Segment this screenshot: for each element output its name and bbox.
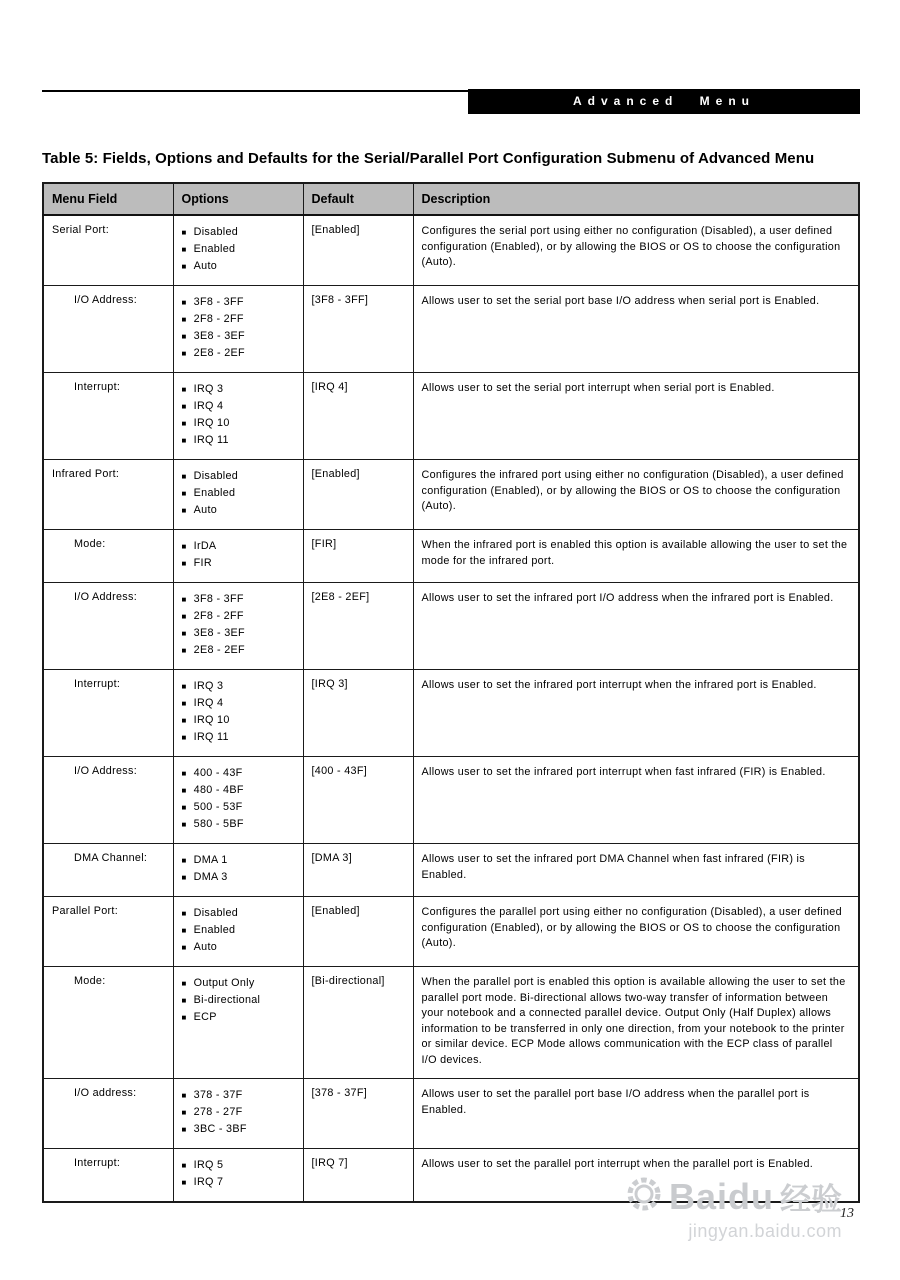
default-cell: [FIR] bbox=[303, 530, 413, 583]
option-label: Disabled bbox=[193, 907, 239, 919]
default-cell: [IRQ 4] bbox=[303, 373, 413, 460]
option-label: Disabled bbox=[193, 470, 239, 482]
square-bullet-icon: ■ bbox=[181, 349, 187, 358]
option-item bbox=[182, 432, 295, 449]
option-label: 2F8 - 2FF bbox=[193, 313, 244, 325]
watermark-url: jingyan.baidu.com bbox=[688, 1221, 842, 1241]
square-bullet-icon: ■ bbox=[181, 909, 187, 918]
option-label: FIR bbox=[193, 557, 212, 569]
square-bullet-icon: ■ bbox=[181, 436, 187, 445]
option-label: IRQ 11 bbox=[193, 731, 229, 743]
option-item bbox=[182, 1104, 295, 1121]
option-label: IRQ 3 bbox=[193, 680, 224, 692]
option-label: 2E8 - 2EF bbox=[193, 347, 245, 359]
description-cell: Configures the parallel port using either no configuration (Disabled), a user defined configuration (Enabled), or by allowing the BIOS or OS to choose the configuration (Auto). bbox=[413, 897, 859, 967]
menu-field-cell: Mode: bbox=[43, 530, 173, 583]
square-bullet-icon: ■ bbox=[181, 996, 187, 1005]
square-bullet-icon: ■ bbox=[181, 1161, 187, 1170]
table-row bbox=[43, 460, 859, 530]
watermark-brand-text: Baidu bbox=[668, 1175, 774, 1217]
option-label: ECP bbox=[193, 1011, 217, 1023]
option-item bbox=[182, 294, 295, 311]
menu-field-cell: Mode: bbox=[43, 967, 173, 1079]
square-bullet-icon: ■ bbox=[181, 1178, 187, 1187]
option-item bbox=[182, 381, 295, 398]
table-row bbox=[43, 670, 859, 757]
default-cell: [2E8 - 2EF] bbox=[303, 583, 413, 670]
menu-field-cell: I/O address: bbox=[43, 1079, 173, 1149]
square-bullet-icon: ■ bbox=[181, 506, 187, 515]
menu-field-cell: I/O Address: bbox=[43, 757, 173, 844]
options-cell bbox=[173, 1149, 303, 1203]
description-cell: Configures the infrared port using either no configuration (Disabled), a user defined configuration (Enabled), or by allowing the BIOS or OS to choose the configuration (Auto). bbox=[413, 460, 859, 530]
menu-field-cell: Serial Port: bbox=[43, 215, 173, 286]
option-label: IRQ 10 bbox=[193, 417, 230, 429]
option-item bbox=[182, 1009, 295, 1026]
table-row bbox=[43, 967, 859, 1079]
option-item bbox=[182, 816, 295, 833]
options-cell bbox=[173, 530, 303, 583]
square-bullet-icon: ■ bbox=[181, 245, 187, 254]
description-cell: When the infrared port is enabled this option is available allowing the user to set the mode for the infrared port. bbox=[413, 530, 859, 583]
option-label: 2F8 - 2FF bbox=[193, 610, 244, 622]
square-bullet-icon: ■ bbox=[181, 419, 187, 428]
options-cell bbox=[173, 583, 303, 670]
square-bullet-icon: ■ bbox=[181, 716, 187, 725]
header-rule bbox=[42, 90, 468, 92]
option-label: IRQ 4 bbox=[193, 697, 224, 709]
option-label: 278 - 27F bbox=[193, 1106, 243, 1118]
option-label: DMA 3 bbox=[193, 871, 228, 883]
option-label: IRQ 10 bbox=[193, 714, 230, 726]
option-label: 3E8 - 3EF bbox=[193, 330, 245, 342]
options-cell bbox=[173, 1079, 303, 1149]
section-banner: Advanced Menu bbox=[468, 89, 860, 114]
option-item bbox=[182, 415, 295, 432]
square-bullet-icon: ■ bbox=[181, 733, 187, 742]
option-item bbox=[182, 345, 295, 362]
option-item bbox=[182, 258, 295, 275]
options-cell bbox=[173, 286, 303, 373]
default-cell: [Enabled] bbox=[303, 215, 413, 286]
description-cell: Allows user to set the parallel port interrupt when the parallel port is Enabled. bbox=[413, 1149, 859, 1203]
square-bullet-icon: ■ bbox=[181, 1091, 187, 1100]
option-label: IRQ 4 bbox=[193, 400, 224, 412]
description-cell: When the parallel port is enabled this option is available allowing the user to set the parallel port mode. Bi-directional allows two-way transfer of information between your notebook and a connected parallel device. Output Only (Half Duplex) allows information to be transferred in only one direction, from your notebook to the printer or similar device. ECP Mode allows communication with the ECP class of parallel I/O devices. bbox=[413, 967, 859, 1079]
square-bullet-icon: ■ bbox=[181, 682, 187, 691]
default-cell: [Enabled] bbox=[303, 460, 413, 530]
table-row bbox=[43, 215, 859, 286]
options-cell bbox=[173, 460, 303, 530]
menu-field-cell: Infrared Port: bbox=[43, 460, 173, 530]
options-cell bbox=[173, 670, 303, 757]
option-label: Auto bbox=[193, 504, 218, 516]
option-label: 480 - 4BF bbox=[193, 784, 244, 796]
table-row bbox=[43, 1079, 859, 1149]
menu-field-cell: I/O Address: bbox=[43, 583, 173, 670]
col-header-default: Default bbox=[303, 183, 413, 215]
option-item bbox=[182, 608, 295, 625]
option-item bbox=[182, 1157, 295, 1174]
option-label: 2E8 - 2EF bbox=[193, 644, 245, 656]
options-cell bbox=[173, 967, 303, 1079]
description-cell: Allows user to set the infrared port DMA Channel when fast infrared (FIR) is Enabled. bbox=[413, 844, 859, 897]
square-bullet-icon: ■ bbox=[181, 803, 187, 812]
option-label: IRQ 7 bbox=[193, 1176, 224, 1188]
option-item bbox=[182, 328, 295, 345]
table-row bbox=[43, 844, 859, 897]
option-item bbox=[182, 782, 295, 799]
options-cell bbox=[173, 844, 303, 897]
square-bullet-icon: ■ bbox=[181, 262, 187, 271]
option-item bbox=[182, 538, 295, 555]
description-cell: Allows user to set the serial port interrupt when serial port is Enabled. bbox=[413, 373, 859, 460]
square-bullet-icon: ■ bbox=[181, 385, 187, 394]
option-label: 3BC - 3BF bbox=[193, 1123, 247, 1135]
option-item bbox=[182, 311, 295, 328]
option-label: Bi-directional bbox=[193, 994, 261, 1006]
table-row bbox=[43, 530, 859, 583]
square-bullet-icon: ■ bbox=[181, 856, 187, 865]
option-item bbox=[182, 1121, 295, 1138]
col-header-menu-field: Menu Field bbox=[43, 183, 173, 215]
menu-field-cell: I/O Address: bbox=[43, 286, 173, 373]
square-bullet-icon: ■ bbox=[181, 472, 187, 481]
option-label: Enabled bbox=[193, 243, 236, 255]
square-bullet-icon: ■ bbox=[181, 1013, 187, 1022]
gear-fingerprint-icon bbox=[625, 1175, 663, 1218]
square-bullet-icon: ■ bbox=[181, 542, 187, 551]
square-bullet-icon: ■ bbox=[181, 820, 187, 829]
square-bullet-icon: ■ bbox=[181, 1108, 187, 1117]
description-cell: Allows user to set the serial port base I/O address when serial port is Enabled. bbox=[413, 286, 859, 373]
option-label: IRQ 3 bbox=[193, 383, 224, 395]
options-cell bbox=[173, 897, 303, 967]
square-bullet-icon: ■ bbox=[181, 315, 187, 324]
square-bullet-icon: ■ bbox=[181, 402, 187, 411]
default-cell: [IRQ 7] bbox=[303, 1149, 413, 1203]
option-item bbox=[182, 642, 295, 659]
option-item bbox=[182, 241, 295, 258]
option-item bbox=[182, 224, 295, 241]
option-item bbox=[182, 992, 295, 1009]
menu-field-cell: Interrupt: bbox=[43, 1149, 173, 1203]
col-header-description: Description bbox=[413, 183, 859, 215]
option-label: Auto bbox=[193, 941, 218, 953]
table-header-row bbox=[43, 183, 859, 215]
option-label: Enabled bbox=[193, 924, 236, 936]
option-label: IRQ 11 bbox=[193, 434, 229, 446]
option-item bbox=[182, 625, 295, 642]
square-bullet-icon: ■ bbox=[181, 943, 187, 952]
table-row bbox=[43, 897, 859, 967]
option-item bbox=[182, 678, 295, 695]
square-bullet-icon: ■ bbox=[181, 769, 187, 778]
option-label: Auto bbox=[193, 260, 218, 272]
default-cell: [Bi-directional] bbox=[303, 967, 413, 1079]
col-header-options: Options bbox=[173, 183, 303, 215]
option-label: 3E8 - 3EF bbox=[193, 627, 245, 639]
option-item bbox=[182, 502, 295, 519]
option-label: Disabled bbox=[193, 226, 239, 238]
option-item bbox=[182, 922, 295, 939]
square-bullet-icon: ■ bbox=[181, 559, 187, 568]
default-cell: [3F8 - 3FF] bbox=[303, 286, 413, 373]
option-label: 500 - 53F bbox=[193, 801, 243, 813]
options-cell bbox=[173, 757, 303, 844]
default-cell: [IRQ 3] bbox=[303, 670, 413, 757]
option-item bbox=[182, 591, 295, 608]
square-bullet-icon: ■ bbox=[181, 979, 187, 988]
option-item bbox=[182, 1174, 295, 1191]
table-row bbox=[43, 757, 859, 844]
option-item bbox=[182, 1087, 295, 1104]
option-item bbox=[182, 939, 295, 956]
option-item bbox=[182, 695, 295, 712]
option-label: 580 - 5BF bbox=[193, 818, 244, 830]
option-item bbox=[182, 468, 295, 485]
option-item bbox=[182, 712, 295, 729]
menu-field-cell: Interrupt: bbox=[43, 670, 173, 757]
page-header bbox=[42, 89, 860, 114]
table-row bbox=[43, 286, 859, 373]
default-cell: [Enabled] bbox=[303, 897, 413, 967]
option-item bbox=[182, 485, 295, 502]
option-label: 3F8 - 3FF bbox=[193, 296, 244, 308]
watermark-brand-row bbox=[625, 1174, 842, 1219]
menu-field-cell: Parallel Port: bbox=[43, 897, 173, 967]
option-item bbox=[182, 852, 295, 869]
option-label: 378 - 37F bbox=[193, 1089, 243, 1101]
square-bullet-icon: ■ bbox=[181, 298, 187, 307]
option-item bbox=[182, 975, 295, 992]
option-label: DMA 1 bbox=[193, 854, 228, 866]
default-cell: [378 - 37F] bbox=[303, 1079, 413, 1149]
square-bullet-icon: ■ bbox=[181, 1125, 187, 1134]
square-bullet-icon: ■ bbox=[181, 332, 187, 341]
table-body bbox=[43, 215, 859, 1202]
description-cell: Allows user to set the parallel port base I/O address when the parallel port is Enabled. bbox=[413, 1079, 859, 1149]
option-label: 400 - 43F bbox=[193, 767, 243, 779]
option-label: Output Only bbox=[193, 977, 255, 989]
square-bullet-icon: ■ bbox=[181, 489, 187, 498]
description-cell: Configures the serial port using either no configuration (Disabled), a user defined configuration (Enabled), or by allowing the BIOS or OS to choose the configuration (Auto). bbox=[413, 215, 859, 286]
option-label: Enabled bbox=[193, 487, 236, 499]
default-cell: [400 - 43F] bbox=[303, 757, 413, 844]
option-label: 3F8 - 3FF bbox=[193, 593, 244, 605]
options-cell bbox=[173, 215, 303, 286]
square-bullet-icon: ■ bbox=[181, 786, 187, 795]
options-cell bbox=[173, 373, 303, 460]
square-bullet-icon: ■ bbox=[181, 612, 187, 621]
square-bullet-icon: ■ bbox=[181, 595, 187, 604]
square-bullet-icon: ■ bbox=[181, 629, 187, 638]
default-cell: [DMA 3] bbox=[303, 844, 413, 897]
watermark-cn-text: 经验 bbox=[780, 1182, 842, 1217]
option-item bbox=[182, 555, 295, 572]
square-bullet-icon: ■ bbox=[181, 228, 187, 237]
description-cell: Allows user to set the infrared port interrupt when the infrared port is Enabled. bbox=[413, 670, 859, 757]
option-item bbox=[182, 799, 295, 816]
option-item bbox=[182, 869, 295, 886]
square-bullet-icon: ■ bbox=[181, 646, 187, 655]
square-bullet-icon: ■ bbox=[181, 873, 187, 882]
table-title: Table 5: Fields, Options and Defaults for the Serial/Parallel Port Configuration Submenu of Advanced Menu bbox=[42, 150, 815, 167]
square-bullet-icon: ■ bbox=[181, 699, 187, 708]
square-bullet-icon: ■ bbox=[181, 926, 187, 935]
page-number: 13 bbox=[840, 1206, 854, 1221]
option-item bbox=[182, 729, 295, 746]
description-cell: Allows user to set the infrared port interrupt when fast infrared (FIR) is Enabled. bbox=[413, 757, 859, 844]
table-row bbox=[43, 373, 859, 460]
menu-field-cell: Interrupt: bbox=[43, 373, 173, 460]
config-table bbox=[42, 182, 860, 1203]
description-cell: Allows user to set the infrared port I/O address when the infrared port is Enabled. bbox=[413, 583, 859, 670]
option-item bbox=[182, 905, 295, 922]
option-label: IrDA bbox=[193, 540, 217, 552]
table-row bbox=[43, 583, 859, 670]
baidu-watermark bbox=[625, 1174, 842, 1242]
option-item bbox=[182, 398, 295, 415]
option-item bbox=[182, 765, 295, 782]
menu-field-cell: DMA Channel: bbox=[43, 844, 173, 897]
option-label: IRQ 5 bbox=[193, 1159, 224, 1171]
